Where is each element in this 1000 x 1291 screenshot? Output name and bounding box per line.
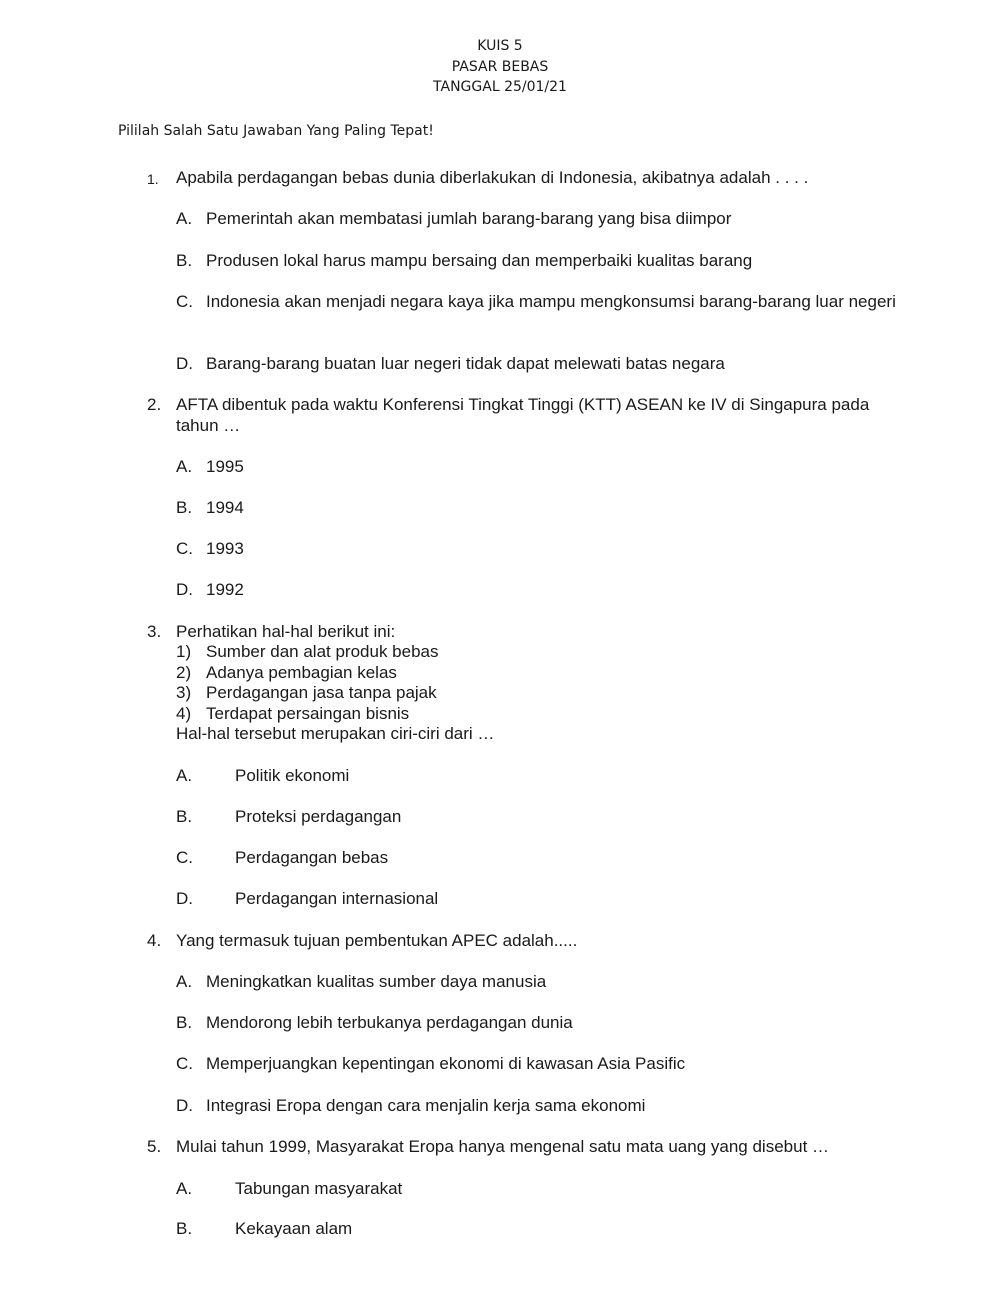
option-text: Kekayaan alam — [235, 1219, 353, 1238]
question-text: Yang termasuk tujuan pembentukan APEC adalah..... — [176, 931, 578, 950]
list-item-text: Terdapat persaingan bisnis — [206, 704, 410, 723]
option-text: Indonesia akan menjadi negara kaya jika mampu mengkonsumsi barang-barang luar negeri — [206, 292, 896, 311]
question-text: Apabila perdagangan bebas dunia diberlakukan di Indonesia, akibatnya adalah . . . . — [176, 168, 809, 187]
question-number: 2. — [147, 395, 162, 414]
list-item-number: 3) — [176, 683, 192, 702]
quiz-date: TANGGAL 25/01/21 — [433, 79, 567, 95]
quiz-header — [0, 36, 1000, 98]
list-item-text: Perdagangan jasa tanpa pajak — [206, 683, 437, 702]
option-text: Tabungan masyarakat — [235, 1179, 403, 1198]
option-letter: B. — [176, 807, 193, 826]
option-letter: A. — [176, 972, 193, 991]
option-letter: C. — [176, 848, 193, 867]
option-text: 1992 — [206, 580, 244, 599]
list-item-number: 2) — [176, 663, 192, 682]
option-text: 1995 — [206, 457, 244, 476]
question-text: Mulai tahun 1999, Masyarakat Eropa hanya mengenal satu mata uang yang disebut … — [176, 1137, 830, 1156]
question-closing-text: Hal-hal tersebut merupakan ciri-ciri dari … — [176, 724, 495, 743]
list-item-number: 4) — [176, 704, 192, 723]
option-letter: B. — [176, 251, 193, 270]
question-number: 4. — [147, 931, 162, 950]
option-text: 1993 — [206, 539, 244, 558]
quiz-title: KUIS 5 — [477, 38, 523, 54]
list-item-number: 1) — [176, 642, 192, 661]
option-letter: D. — [176, 889, 193, 908]
option-letter: B. — [176, 1219, 193, 1238]
option-text: Mendorong lebih terbukanya perdagangan dunia — [206, 1013, 573, 1032]
option-text: 1994 — [206, 498, 244, 517]
option-text: Barang-barang buatan luar negeri tidak dapat melewati batas negara — [206, 354, 725, 373]
option-letter: C. — [176, 292, 193, 311]
question-number: 5. — [147, 1137, 162, 1156]
option-letter: B. — [176, 498, 193, 517]
option-letter: C. — [176, 1054, 193, 1073]
option-text: Memperjuangkan kepentingan ekonomi di kawasan Asia Pasific — [206, 1054, 686, 1073]
question-number: 3. — [147, 622, 162, 641]
option-letter: D. — [176, 354, 193, 373]
option-letter: A. — [176, 1179, 193, 1198]
option-text: Perdagangan bebas — [235, 848, 389, 867]
option-letter: C. — [176, 539, 193, 558]
option-letter: D. — [176, 580, 193, 599]
option-letter: A. — [176, 766, 193, 785]
question-text: AFTA dibentuk pada waktu Konferensi Tingkat Tinggi (KTT) ASEAN ke IV di Singapura pada tahun … — [176, 395, 870, 435]
option-text: Produsen lokal harus mampu bersaing dan memperbaiki kualitas barang — [206, 251, 753, 270]
question-text: Perhatikan hal-hal berikut ini: — [176, 622, 396, 641]
list-item-text: Sumber dan alat produk bebas — [206, 642, 439, 661]
option-text: Meningkatkan kualitas sumber daya manusia — [206, 972, 547, 991]
quiz-topic: PASAR BEBAS — [451, 58, 549, 75]
option-text: Integrasi Eropa dengan cara menjalin kerja sama ekonomi — [206, 1096, 646, 1115]
option-text: Politik ekonomi — [235, 766, 350, 785]
question-number: 1. — [147, 171, 159, 187]
option-letter: A. — [176, 209, 193, 228]
option-text: Pemerintah akan membatasi jumlah barang-barang yang bisa diimpor — [206, 209, 732, 228]
option-text: Perdagangan internasional — [235, 889, 439, 908]
option-letter: A. — [176, 457, 193, 476]
list-item-text: Adanya pembagian kelas — [206, 663, 397, 682]
instruction-text: Pililah Salah Satu Jawaban Yang Paling Tepat! — [118, 123, 434, 139]
option-text: Proteksi perdagangan — [235, 807, 402, 826]
option-letter: D. — [176, 1096, 193, 1115]
option-letter: B. — [176, 1013, 193, 1032]
